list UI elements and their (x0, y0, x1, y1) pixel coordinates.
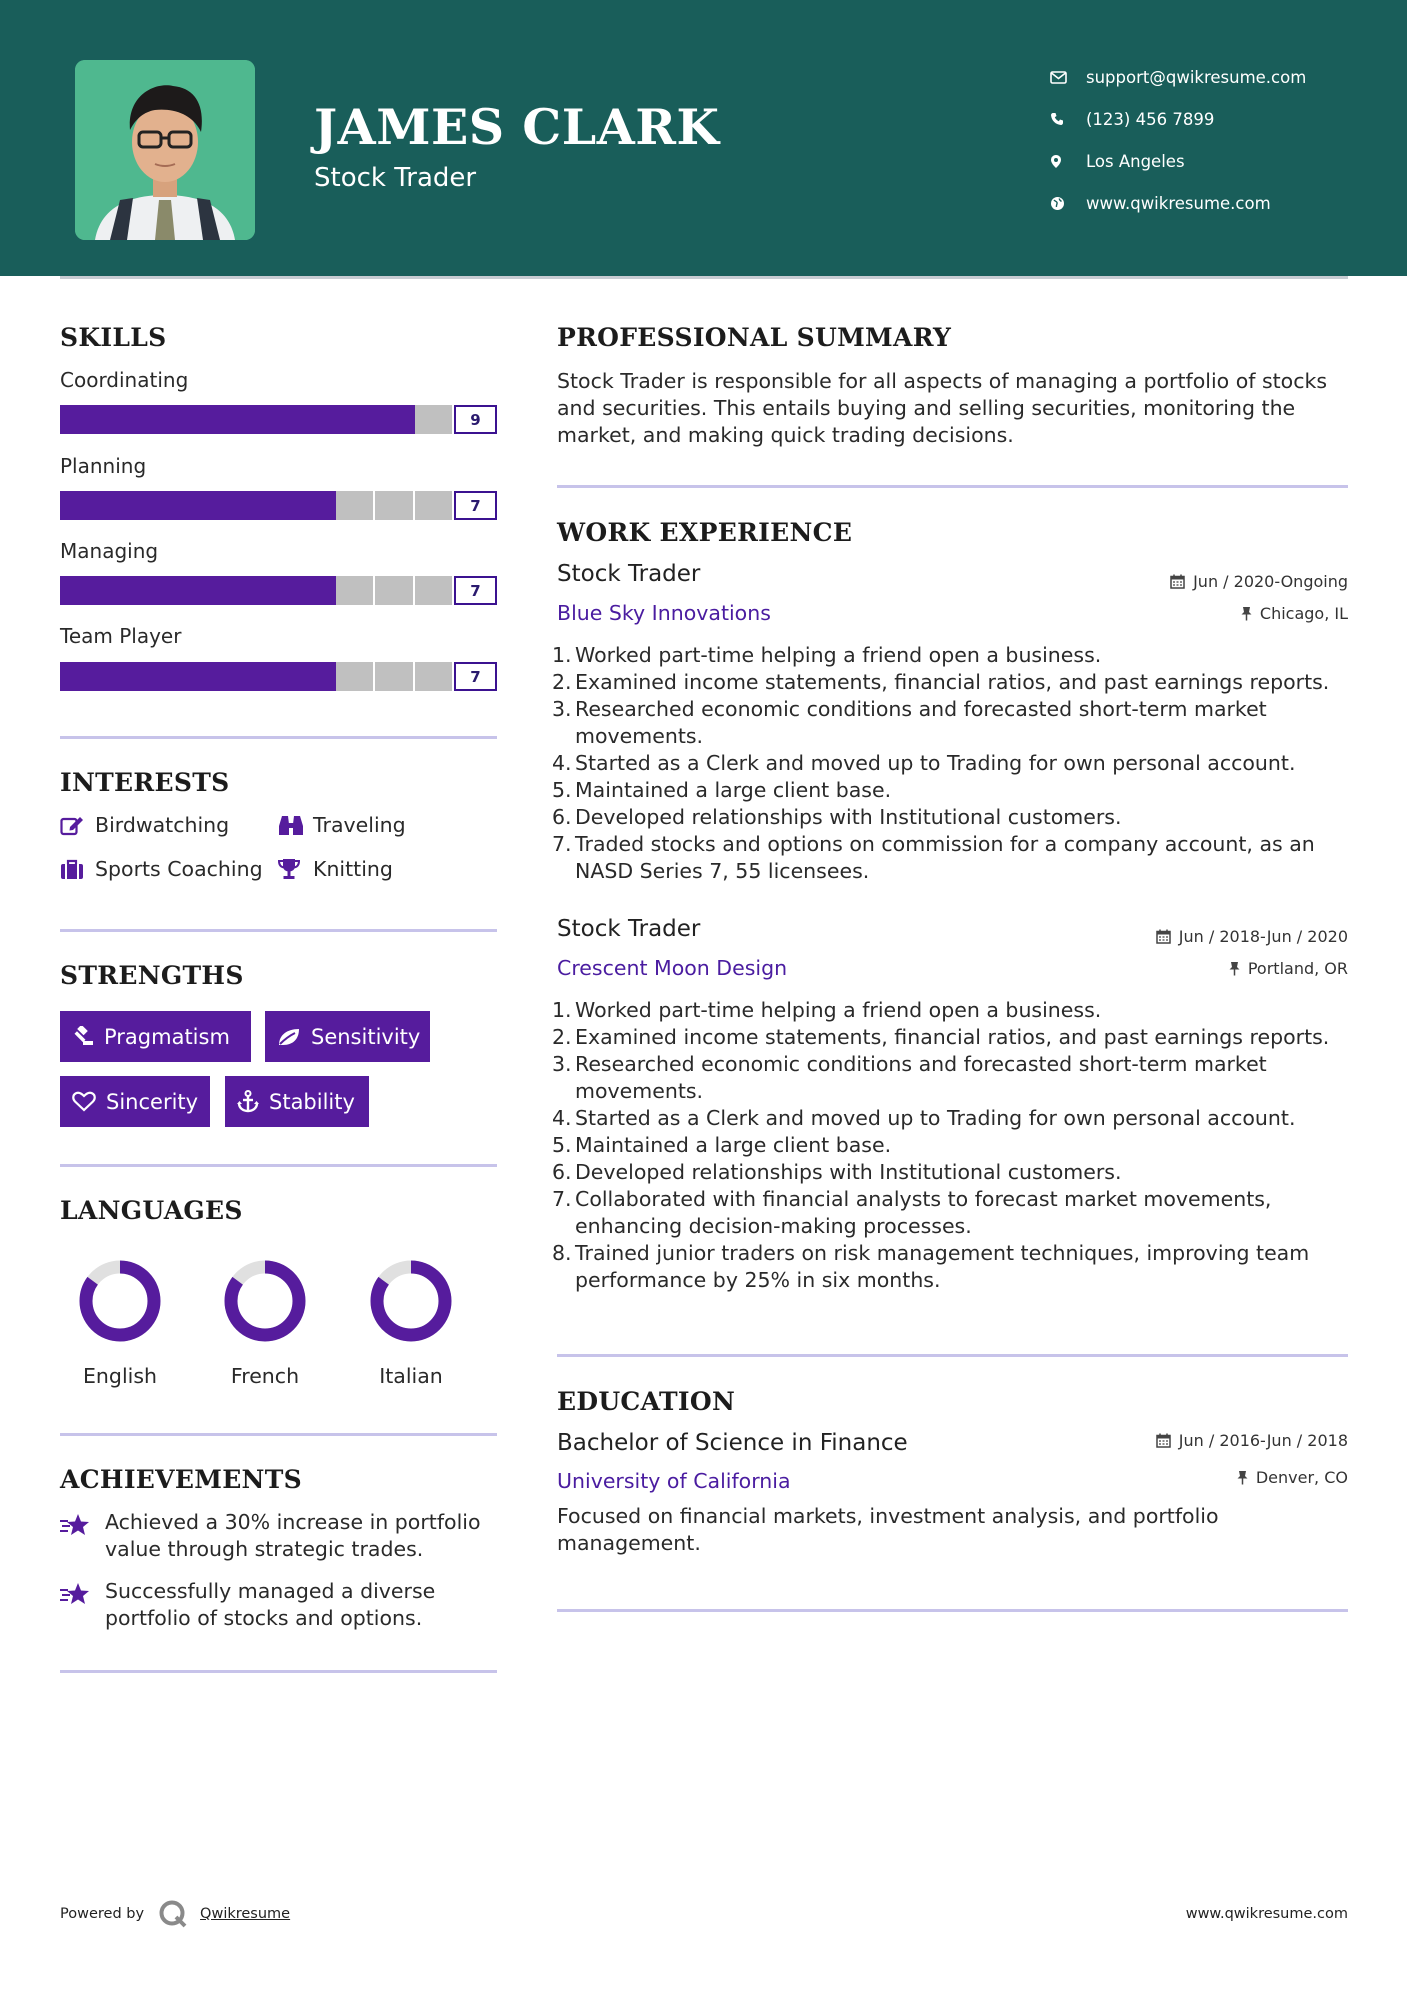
skill-label: Coordinating (60, 368, 189, 392)
duty-item (552, 831, 1352, 885)
trophy-icon (278, 858, 313, 880)
strength-tag (60, 1011, 251, 1062)
language-donut (75, 1256, 165, 1346)
language-donut (220, 1256, 310, 1346)
duty-text: Started as a Clerk and moved up to Trading for own personal account. (575, 1106, 1296, 1130)
skill-bar-empty-segment (415, 662, 452, 691)
duty-text: Examined income statements, financial ratios, and past earnings reports. (575, 1025, 1330, 1049)
job-dates (1170, 572, 1348, 591)
duty-item (552, 669, 1352, 696)
skill-score: 7 (454, 576, 497, 605)
candidate-name: JAMES CLARK (314, 98, 720, 156)
experience-title: WORK EXPERIENCE (557, 518, 853, 547)
heart-icon (72, 1091, 96, 1112)
star-icon (60, 1509, 105, 1563)
school-name: University of California (557, 1469, 791, 1493)
strength-tag (225, 1076, 369, 1127)
duty-number: 6. (552, 805, 572, 829)
section-divider (557, 485, 1348, 488)
footer-url[interactable]: www.qwikresume.com (1185, 1906, 1348, 1922)
language-item (205, 1256, 325, 1388)
skill-bar-empty-segment (375, 662, 412, 691)
edit-icon (60, 815, 95, 836)
skill-bar-empty-segment (415, 576, 452, 605)
languages-title: LANGUAGES (60, 1196, 243, 1225)
duty-item (552, 696, 1352, 750)
contact-location (1050, 140, 1390, 182)
globe-icon (1050, 196, 1086, 211)
duty-number: 4. (552, 751, 572, 775)
skill-bar-fill (60, 662, 336, 691)
skill-bar (60, 491, 497, 520)
star-icon (60, 1578, 105, 1632)
language-label: English (82, 1364, 158, 1388)
interest-label: Sports Coaching (95, 857, 263, 881)
duty-text: Trained junior traders on risk management techniques, improving team performance by 25% in six months. (575, 1241, 1310, 1292)
duty-number: 6. (552, 1160, 572, 1184)
summary-title: PROFESSIONAL SUMMARY (557, 323, 952, 352)
skill-bar (60, 576, 497, 605)
duty-item (552, 1051, 1352, 1105)
duty-text: Developed relationships with Institutional customers. (575, 805, 1122, 829)
achievement-text: Achieved a 30% increase in portfolio value through strategic trades. (105, 1510, 481, 1561)
duty-number: 8. (552, 1241, 572, 1265)
interest-label: Traveling (313, 813, 406, 837)
achievement-text: Successfully managed a diverse portfolio of stocks and options. (105, 1579, 436, 1630)
section-divider (557, 1609, 1348, 1612)
education-dates-text: Jun / 2016-Jun / 2018 (1178, 1431, 1348, 1450)
language-label: French (230, 1364, 300, 1388)
job-dates-text: Jun / 2018-Jun / 2020 (1178, 927, 1348, 946)
phone-icon (1050, 112, 1086, 126)
duty-text: Examined income statements, financial ratios, and past earnings reports. (575, 670, 1330, 694)
skill-score: 7 (454, 491, 497, 520)
duty-item (552, 997, 1352, 1024)
strength-label: Stability (269, 1089, 355, 1114)
language-item (351, 1256, 471, 1388)
duty-number: 7. (552, 1187, 572, 1211)
skill-bar-fill (60, 491, 336, 520)
duty-number: 5. (552, 1133, 572, 1157)
duty-item (552, 1186, 1352, 1240)
duty-item (552, 1024, 1352, 1051)
duty-item (552, 642, 1352, 669)
achievement-item (60, 1578, 500, 1632)
achievements-title: ACHIEVEMENTS (60, 1465, 302, 1494)
duty-item (552, 750, 1352, 777)
calendar-icon (1170, 574, 1185, 589)
duty-item (552, 1132, 1352, 1159)
education-location (1237, 1468, 1348, 1487)
duty-item (552, 804, 1352, 831)
strength-tag (265, 1011, 430, 1062)
interest-label: Birdwatching (95, 813, 230, 837)
calendar-icon (1156, 1433, 1171, 1448)
job-title: Stock Trader (557, 561, 701, 587)
strength-label: Sincerity (106, 1089, 199, 1114)
education-dates (1156, 1431, 1348, 1450)
duty-number: 1. (552, 643, 572, 667)
profile-photo (75, 60, 255, 240)
section-divider (60, 1164, 497, 1167)
footer-powered-by (60, 1899, 290, 1929)
skill-bar (60, 405, 497, 434)
header-divider (60, 276, 1348, 279)
duties-list (552, 642, 1352, 885)
contact-phone[interactable] (1050, 98, 1390, 140)
qwikresume-link[interactable]: Qwikresume (200, 1906, 291, 1922)
duties-list (552, 997, 1352, 1294)
duty-text: Researched economic conditions and forecasted short-term market movements. (575, 697, 1267, 748)
powered-by-text: Powered by (60, 1906, 145, 1922)
section-divider (557, 1354, 1348, 1357)
duty-number: 4. (552, 1106, 572, 1130)
job-location-text: Portland, OR (1247, 959, 1348, 978)
language-label: Italian (379, 1364, 443, 1388)
duty-text: Collaborated with financial analysts to forecast market movements, enhancing decision-making processes. (575, 1187, 1272, 1238)
contact-website-text: www.qwikresume.com (1086, 193, 1271, 213)
skill-score: 7 (454, 662, 497, 691)
skill-score: 9 (454, 405, 497, 434)
skill-bar-empty-segment (375, 491, 412, 520)
summary-text: Stock Trader is responsible for all aspects of managing a portfolio of stocks and securities. This entails buying and selling securities, monitoring the market, and making quick trading decisions. (557, 369, 1328, 447)
section-divider (60, 736, 497, 739)
duty-number: 3. (552, 1052, 572, 1076)
interest-item (60, 857, 263, 881)
company-name: Crescent Moon Design (557, 956, 788, 980)
section-divider (60, 929, 497, 932)
anchor-icon (237, 1090, 259, 1113)
job-location (1241, 604, 1348, 623)
interest-label: Knitting (313, 857, 393, 881)
duty-text: Started as a Clerk and moved up to Trading for own personal account. (575, 751, 1296, 775)
duty-item (552, 777, 1352, 804)
envelope-icon (1050, 71, 1086, 84)
duty-text: Worked part-time helping a friend open a business. (575, 998, 1102, 1022)
strength-label: Pragmatism (104, 1024, 230, 1049)
job-dates (1156, 927, 1348, 946)
duty-item (552, 1105, 1352, 1132)
company-name: Blue Sky Innovations (557, 601, 771, 625)
interests-title: INTERESTS (60, 768, 230, 797)
education-title: EDUCATION (557, 1387, 736, 1416)
contact-list (1050, 56, 1390, 224)
skill-bar-empty-segment (336, 491, 373, 520)
strength-tag (60, 1076, 210, 1127)
language-donut (366, 1256, 456, 1346)
interest-item (278, 857, 393, 881)
duty-text: Researched economic conditions and forecasted short-term market movements. (575, 1052, 1267, 1103)
duty-number: 5. (552, 778, 572, 802)
language-item (60, 1256, 180, 1388)
job-dates-text: Jun / 2020-Ongoing (1193, 572, 1348, 591)
qwikresume-logo-icon (158, 1899, 188, 1929)
duty-number: 7. (552, 832, 572, 856)
briefcase-icon (60, 859, 95, 880)
strengths-title: STRENGTHS (60, 961, 244, 990)
skill-bar-empty-segment (375, 576, 412, 605)
skill-bar-fill (60, 405, 415, 434)
section-divider (60, 1670, 497, 1673)
duty-number: 3. (552, 697, 572, 721)
achievement-item (60, 1509, 500, 1563)
skill-label: Planning (60, 454, 147, 478)
skills-title: SKILLS (60, 323, 167, 352)
duty-number: 2. (552, 670, 572, 694)
skill-bar-empty-segment (336, 662, 373, 691)
skill-bar-empty-segment (336, 576, 373, 605)
leaf-icon (277, 1027, 301, 1047)
contact-email[interactable] (1050, 56, 1390, 98)
duty-text: Traded stocks and options on commission for a company account, as an NASD Series 7, 55 licensees. (575, 832, 1315, 883)
contact-phone-text: (123) 456 7899 (1086, 109, 1215, 129)
contact-email-text: support@qwikresume.com (1086, 67, 1307, 87)
pushpin-icon (1229, 961, 1240, 976)
duty-number: 2. (552, 1025, 572, 1049)
job-location-text: Chicago, IL (1259, 604, 1348, 623)
contact-website[interactable] (1050, 182, 1390, 224)
pushpin-icon (1241, 606, 1252, 621)
strength-label: Sensitivity (311, 1024, 421, 1049)
skill-bar (60, 662, 497, 691)
pushpin-icon (1237, 1470, 1248, 1485)
calendar-icon (1156, 929, 1171, 944)
skill-label: Team Player (60, 624, 182, 648)
duty-text: Maintained a large client base. (575, 1133, 892, 1157)
interest-item (60, 813, 229, 837)
duty-item (552, 1240, 1352, 1294)
job-title: Stock Trader (557, 916, 701, 942)
candidate-title: Stock Trader (314, 163, 477, 193)
duty-text: Developed relationships with Institutional customers. (575, 1160, 1122, 1184)
interest-item (278, 813, 406, 837)
job-location (1229, 959, 1348, 978)
duty-text: Maintained a large client base. (575, 778, 892, 802)
education-location-text: Denver, CO (1255, 1468, 1348, 1487)
degree-title: Bachelor of Science in Finance (557, 1430, 908, 1456)
duty-text: Worked part-time helping a friend open a business. (575, 643, 1102, 667)
duty-item (552, 1159, 1352, 1186)
contact-location-text: Los Angeles (1086, 151, 1185, 171)
map-marker-icon (1050, 154, 1086, 169)
skill-label: Managing (60, 539, 159, 563)
gavel-icon (72, 1026, 94, 1048)
skill-bar-empty-segment (415, 491, 452, 520)
section-divider (60, 1433, 497, 1436)
education-description: Focused on financial markets, investment analysis, and portfolio management. (557, 1504, 1219, 1555)
skill-bar-fill (60, 576, 336, 605)
duty-number: 1. (552, 998, 572, 1022)
binoculars-icon (278, 814, 313, 836)
skill-bar-empty-segment (415, 405, 452, 434)
resume-header (0, 0, 1407, 276)
